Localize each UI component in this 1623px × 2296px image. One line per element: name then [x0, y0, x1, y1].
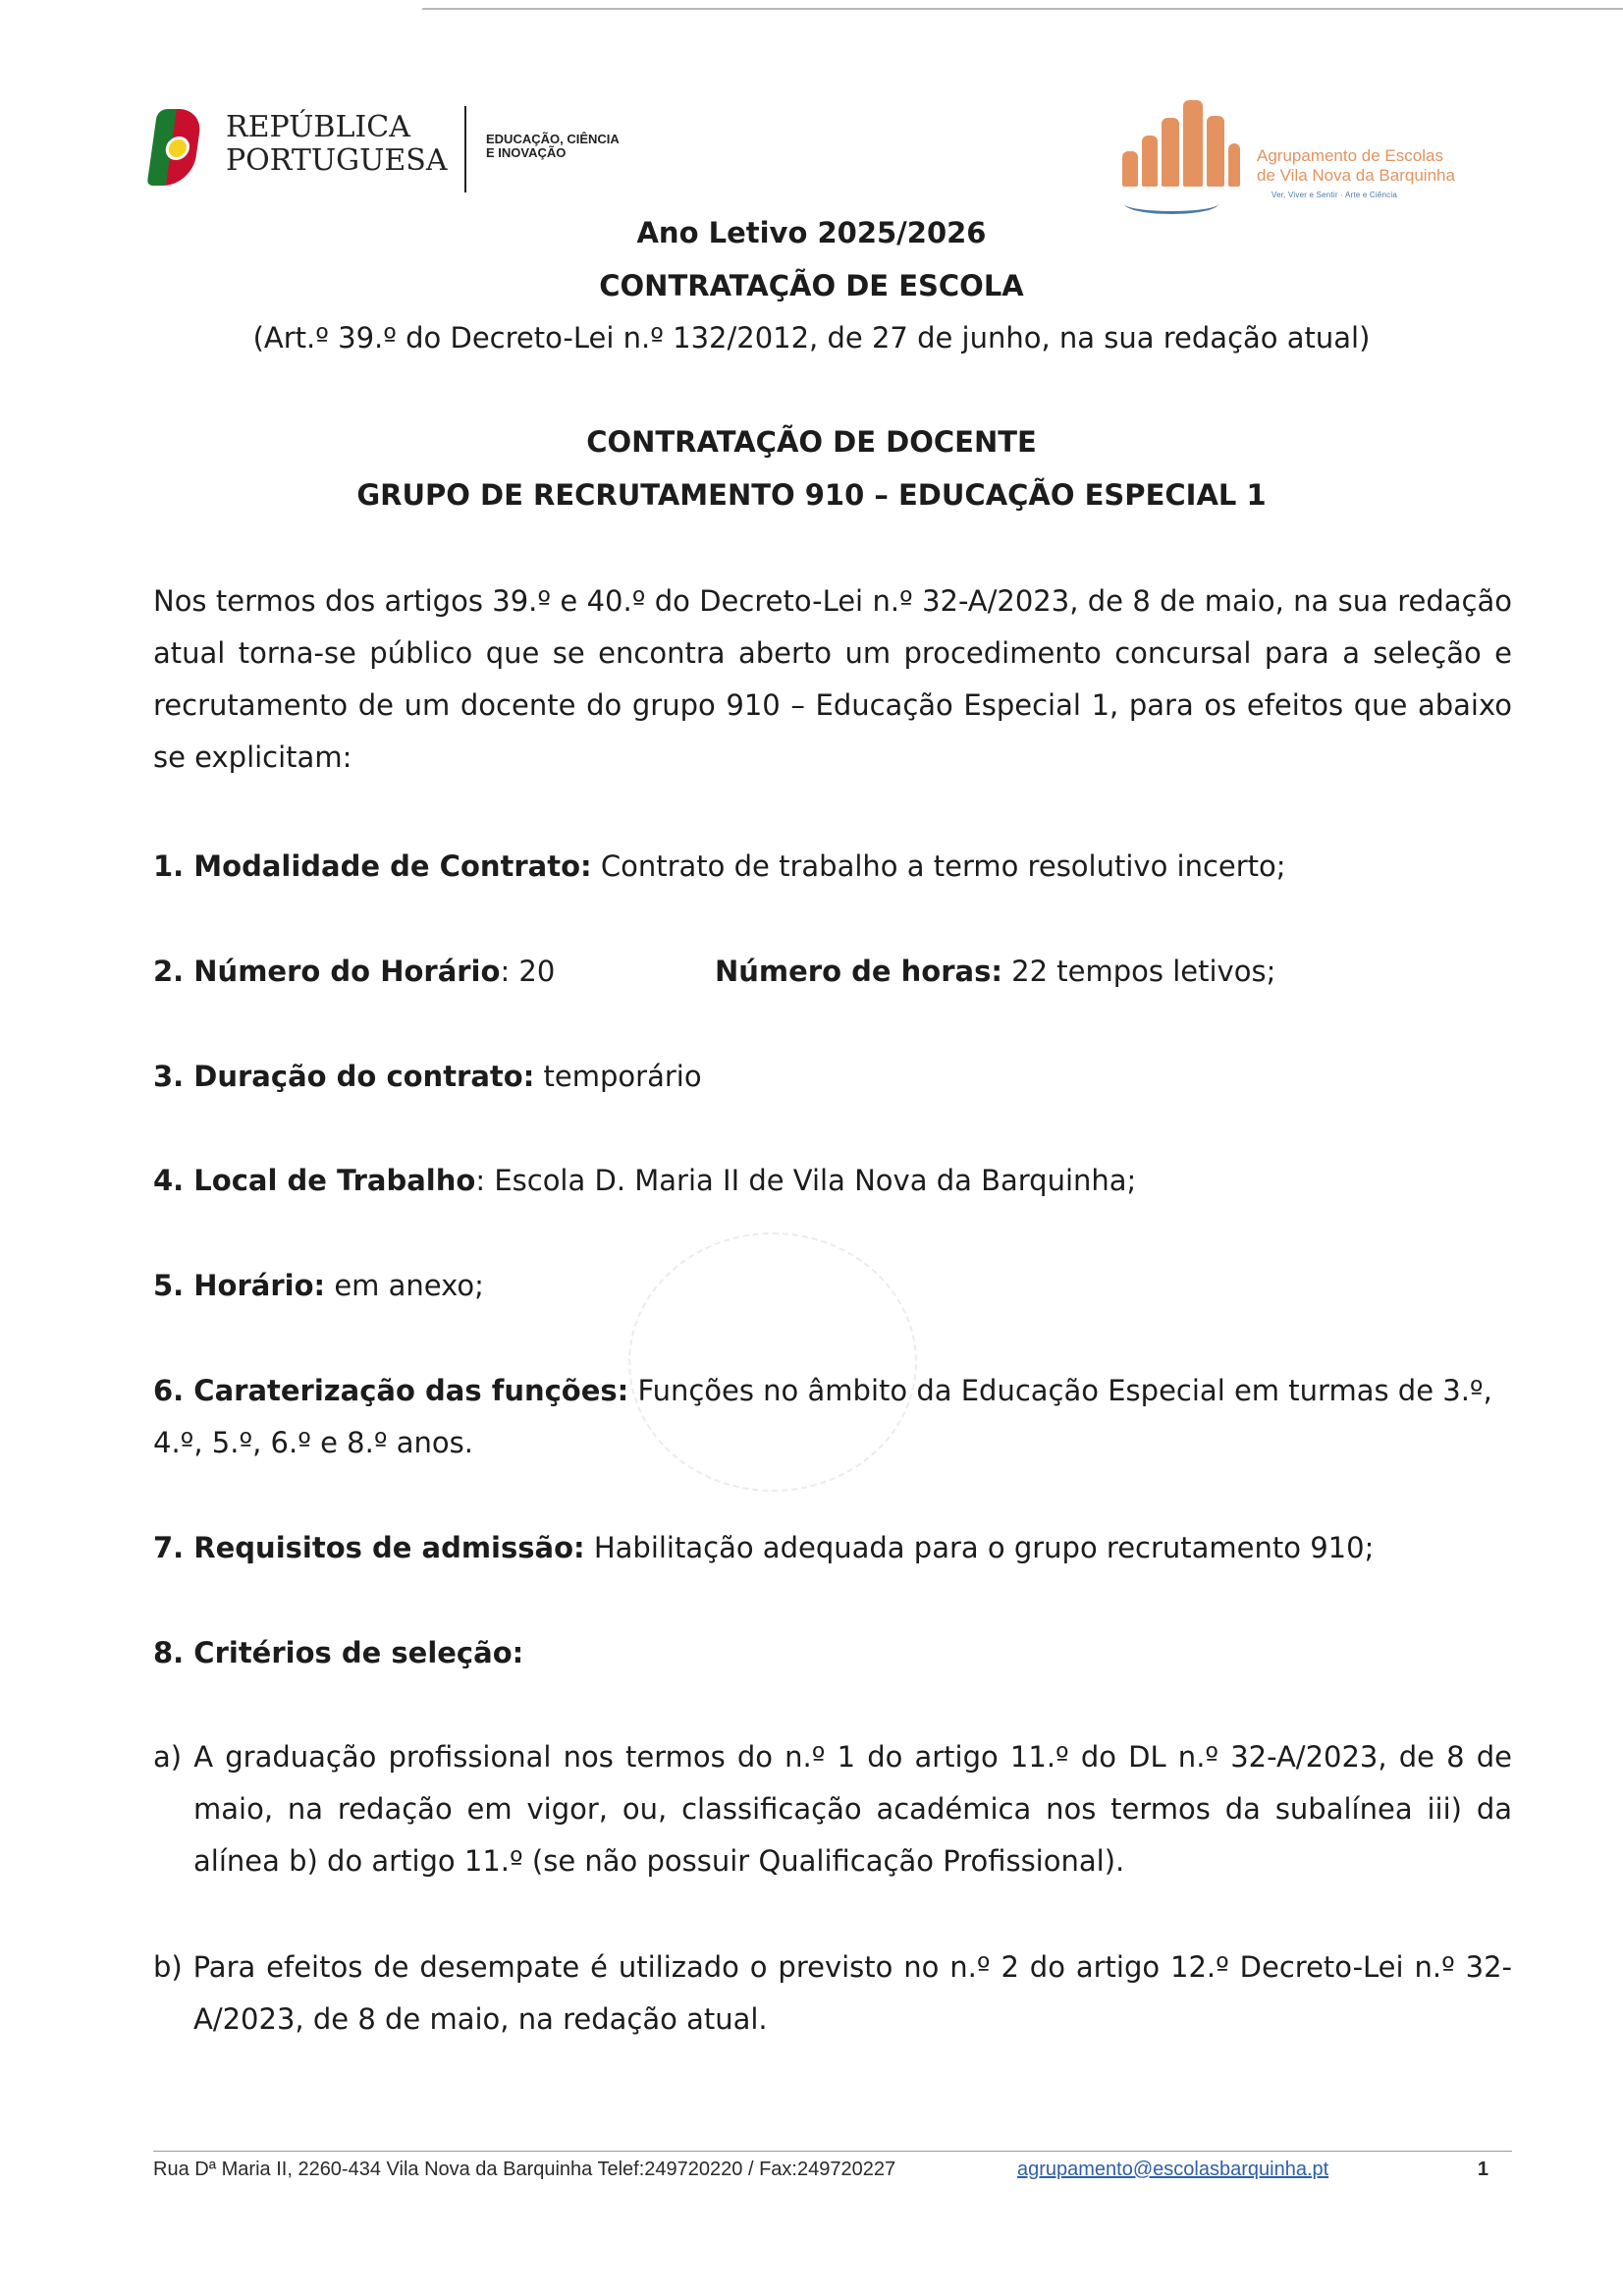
recruitment-group-title: GRUPO DE RECRUTAMENTO 910 – EDUCAÇÃO ESPECIAL 1	[356, 478, 1267, 512]
item-funcoes: 6. Caraterização das funções: Funções no âmbito da Educação Especial em turmas de 3.º, 4.º, 5.º, 6.º e 8.º anos.	[153, 1374, 1492, 1459]
contract-title: CONTRATAÇÃO DE ESCOLA	[599, 269, 1024, 302]
footer-address: Rua Dª Maria II, 2260-434 Vila Nova da Barquinha Telef:249720220 / Fax:249720227	[153, 2159, 896, 2180]
item-modalidade: 1. Modalidade de Contrato: Contrato de trabalho a termo resolutivo incerto;	[153, 849, 1286, 883]
footer-divider	[153, 2151, 1512, 2152]
ministry-name: EDUCAÇÃO, CIÊNCIA E INOVAÇÃO	[486, 132, 620, 160]
item-numero-horario: 2. Número do Horário: 20	[153, 955, 556, 988]
intro-paragraph: Nos termos dos artigos 39.º e 40.º do Decreto-Lei n.º 32-A/2023, de 8 de maio, na sua redação atual torna-se público que se encontra aberto um procedimento concursal para a seleção e recrutamento de um docente do grupo 910 – Educação Especial 1, para os efeitos que abaixo se explicitam:	[153, 584, 1512, 774]
item-criterios: 8. Critérios de seleção:	[153, 1636, 524, 1669]
item-local-trabalho: 4. Local de Trabalho: Escola D. Maria II de Vila Nova da Barquinha;	[153, 1164, 1137, 1197]
page-number: 1	[1477, 2159, 1488, 2180]
item-numero-horas: Número de horas: 22 tempos letivos;	[715, 955, 1276, 988]
item-horario: 5. Horário: em anexo;	[153, 1269, 484, 1302]
criterion-a: a) A graduação profissional nos termos do n.º 1 do artigo 11.º do DL n.º 32-A/2023, de 8 de maio, na redação em vigor, ou, classificação académica nos termos da subalínea iii) da alínea b) do artigo 11.º (se não possuir Qualificação Profissional).	[153, 1740, 1512, 1878]
letterhead	[152, 103, 1488, 231]
school-year-title: Ano Letivo 2025/2026	[636, 216, 987, 249]
scan-edge-line	[422, 8, 1623, 10]
school-name: Agrupamento de Escolas de Vila Nova da Barquinha	[1257, 146, 1455, 185]
item-requisitos: 7. Requisitos de admissão: Habilitação adequada para o grupo recrutamento 910;	[153, 1531, 1375, 1564]
header-divider	[464, 106, 466, 192]
republica-portuguesa-logo: REPÚBLICA PORTUGUESA	[226, 110, 448, 178]
docente-title: CONTRATAÇÃO DE DOCENTE	[586, 425, 1037, 459]
criterion-b: b) Para efeitos de desempate é utilizado o previsto no n.º 2 do artigo 12.º Decreto-Lei n.º 32-A/2023, de 8 de maio, na redação atual.	[153, 1950, 1512, 2036]
school-logo-icon	[1122, 93, 1240, 187]
school-logo-arc	[1124, 193, 1218, 214]
footer-email-link[interactable]: agrupamento@escolasbarquinha.pt	[1017, 2159, 1329, 2180]
item-duracao: 3. Duração do contrato: temporário	[153, 1060, 702, 1093]
school-motto: Ver, Viver e Sentir · Arte e Ciência	[1271, 191, 1398, 199]
portugal-flag-icon	[147, 109, 203, 186]
legal-reference: (Art.º 39.º do Decreto-Lei n.º 132/2012, de 27 de junho, na sua redação atual)	[252, 321, 1371, 355]
